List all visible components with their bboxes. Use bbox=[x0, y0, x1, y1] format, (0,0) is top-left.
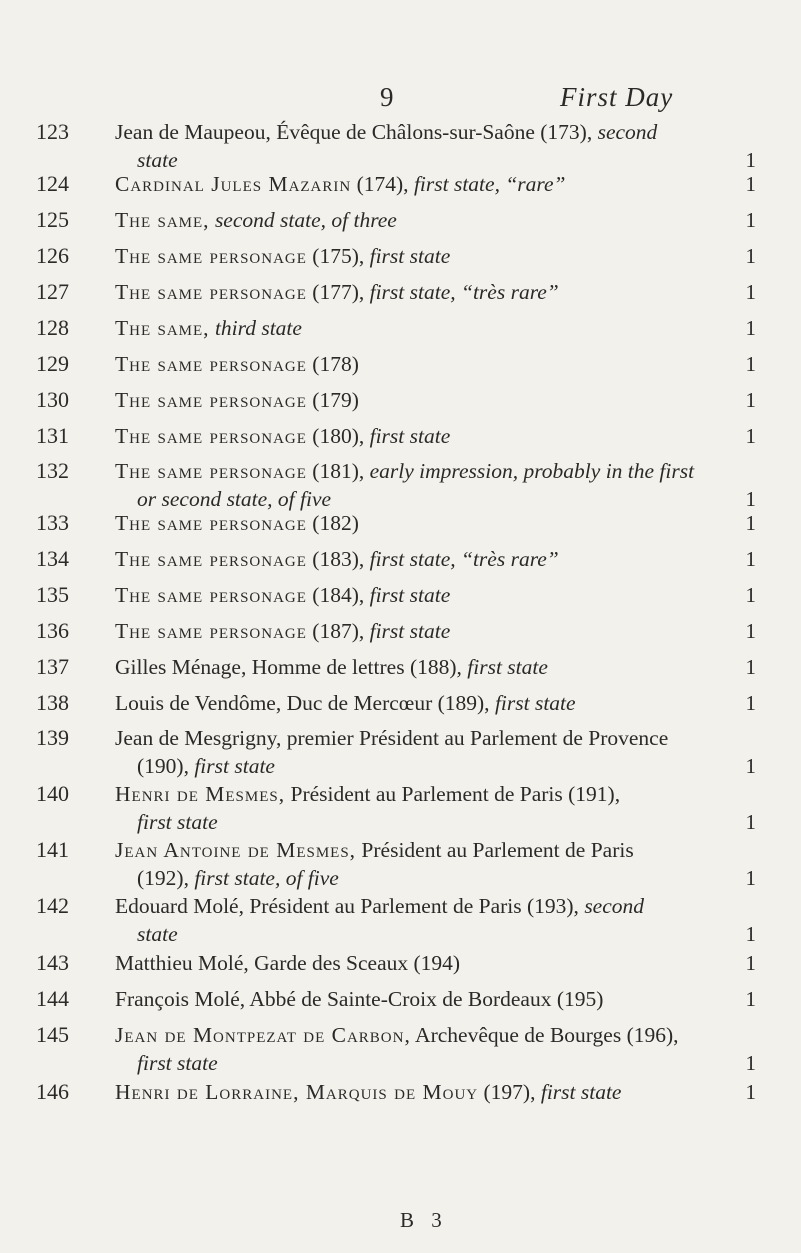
lot-quantity: 1 bbox=[745, 987, 756, 1011]
lot-description bbox=[115, 1078, 770, 1106]
sitter-name: The same personage bbox=[115, 619, 307, 643]
state-note: first state bbox=[364, 424, 451, 448]
lot-number: 145 bbox=[36, 1022, 69, 1047]
lot-number: 125 bbox=[36, 207, 69, 232]
lot-description bbox=[115, 422, 770, 450]
lot-quantity: 1 bbox=[745, 951, 756, 975]
state-note: second bbox=[578, 894, 645, 918]
lot-text: (180), bbox=[306, 424, 365, 448]
lot-description bbox=[115, 545, 770, 573]
state-note: early impression, probably in the first bbox=[364, 459, 695, 483]
lot-number: 127 bbox=[36, 279, 69, 304]
lot-text: Jean de Mesgrigny, premier Président au Parlement de Provence bbox=[115, 726, 669, 750]
lot-text: (182) bbox=[306, 511, 359, 535]
lot-description bbox=[115, 509, 770, 537]
lot-description bbox=[115, 892, 770, 948]
lot-description bbox=[115, 314, 770, 342]
lot-number: 129 bbox=[36, 351, 69, 376]
lot-number: 135 bbox=[36, 582, 69, 607]
lot-description bbox=[115, 457, 770, 513]
lot-number: 128 bbox=[36, 315, 69, 340]
lot-text: (181), bbox=[306, 459, 365, 483]
lot-number: 143 bbox=[36, 950, 69, 975]
lot-quantity: 1 bbox=[745, 424, 756, 448]
state-note: first state bbox=[364, 619, 451, 643]
lot-description bbox=[115, 949, 770, 977]
lot-number: 139 bbox=[36, 725, 69, 750]
lot-number: 124 bbox=[36, 171, 69, 196]
sitter-name: The same personage bbox=[115, 459, 307, 483]
state-note: first state bbox=[364, 583, 451, 607]
lot-text: (177), bbox=[306, 280, 365, 304]
lot-quantity: 1 bbox=[745, 754, 756, 778]
state-note: state bbox=[137, 148, 178, 172]
lot-quantity: 1 bbox=[745, 280, 756, 304]
lot-text: (187), bbox=[306, 619, 365, 643]
lot-quantity: 1 bbox=[745, 619, 756, 643]
lot-number: 138 bbox=[36, 690, 69, 715]
page-number: 9 bbox=[380, 82, 394, 112]
lot-quantity: 1 bbox=[745, 655, 756, 679]
state-note: first state, of five bbox=[188, 866, 339, 890]
lot-number: 140 bbox=[36, 781, 69, 806]
lot-quantity: 1 bbox=[745, 922, 756, 946]
sitter-name: The same personage bbox=[115, 583, 307, 607]
lot-description bbox=[115, 386, 770, 414]
sitter-name: The same, bbox=[115, 208, 210, 232]
lot-number: 133 bbox=[36, 510, 69, 535]
lot-description bbox=[115, 118, 770, 174]
signature-mark: B 3 bbox=[400, 1208, 448, 1232]
lot-quantity: 1 bbox=[745, 511, 756, 535]
lot-text: Jean de Maupeou, Évêque de Châlons-sur-Saône (173), bbox=[115, 120, 593, 144]
state-note: state bbox=[137, 922, 178, 946]
sitter-name: The same personage bbox=[115, 280, 307, 304]
lot-description bbox=[115, 653, 770, 681]
lot-number: 142 bbox=[36, 893, 69, 918]
sitter-name: The same personage bbox=[115, 511, 307, 535]
sitter-name: Jean Antoine de Mesmes, bbox=[115, 838, 357, 862]
lot-number: 137 bbox=[36, 654, 69, 679]
lot-quantity: 1 bbox=[745, 810, 756, 834]
lot-description bbox=[115, 1021, 770, 1077]
lot-quantity: 1 bbox=[745, 388, 756, 412]
state-note: first state bbox=[461, 655, 548, 679]
lot-quantity: 1 bbox=[745, 547, 756, 571]
lot-text: Louis de Vendôme, Duc de Mercœur (189), bbox=[115, 691, 490, 715]
lot-number: 141 bbox=[36, 837, 69, 862]
lot-text-continued: (192), bbox=[137, 866, 189, 890]
lot-quantity: 1 bbox=[745, 208, 756, 232]
lot-number: 123 bbox=[36, 119, 69, 144]
lot-number: 144 bbox=[36, 986, 69, 1011]
lot-quantity: 1 bbox=[745, 1080, 756, 1104]
sitter-name: The same personage bbox=[115, 424, 307, 448]
lot-text: (178) bbox=[306, 352, 359, 376]
lot-description bbox=[115, 350, 770, 378]
lot-number: 136 bbox=[36, 618, 69, 643]
sitter-name: Cardinal Jules Mazarin bbox=[115, 172, 352, 196]
lot-text: (197), bbox=[478, 1080, 536, 1104]
lot-description bbox=[115, 242, 770, 270]
sitter-name: The same personage bbox=[115, 352, 307, 376]
lot-text: François Molé, Abbé de Sainte-Croix de Bordeaux (195) bbox=[115, 987, 604, 1011]
lot-quantity: 1 bbox=[745, 172, 756, 196]
lot-number: 146 bbox=[36, 1079, 69, 1104]
lot-description bbox=[115, 278, 770, 306]
lot-text: Président au Parlement de Paris bbox=[356, 838, 634, 862]
state-note: first state, “très rare” bbox=[364, 280, 559, 304]
lot-description bbox=[115, 581, 770, 609]
lot-description bbox=[115, 170, 770, 198]
sitter-name: The same, bbox=[115, 316, 210, 340]
lot-description bbox=[115, 206, 770, 234]
lot-text: (175), bbox=[306, 244, 365, 268]
state-note: second state, of three bbox=[209, 208, 397, 232]
lot-text: (179) bbox=[306, 388, 359, 412]
sitter-name: Jean de Montpezat de Carbon, bbox=[115, 1023, 411, 1047]
sitter-name: Henri de Lorraine, Marquis de Mouy bbox=[115, 1080, 479, 1104]
lot-quantity: 1 bbox=[745, 487, 756, 511]
state-note: first state bbox=[137, 1051, 218, 1075]
lot-quantity: 1 bbox=[745, 691, 756, 715]
lot-description bbox=[115, 724, 770, 780]
sitter-name: Henri de Mesmes, bbox=[115, 782, 286, 806]
lot-description bbox=[115, 780, 770, 836]
state-note: or second state, of five bbox=[137, 487, 332, 511]
lot-text: Edouard Molé, Président au Parlement de Paris (193), bbox=[115, 894, 579, 918]
day-heading: First Day bbox=[560, 82, 674, 112]
lot-number: 130 bbox=[36, 387, 69, 412]
state-note: first state bbox=[489, 691, 576, 715]
lot-description bbox=[115, 836, 770, 892]
lot-text: Matthieu Molé, Garde des Sceaux (194) bbox=[115, 951, 461, 975]
sitter-name: The same personage bbox=[115, 547, 307, 571]
lot-quantity: 1 bbox=[745, 1051, 756, 1075]
lot-description bbox=[115, 689, 770, 717]
lot-quantity: 1 bbox=[745, 583, 756, 607]
lot-description bbox=[115, 617, 770, 645]
state-note: third state bbox=[209, 316, 302, 340]
state-note: first state bbox=[364, 244, 451, 268]
state-note: first state bbox=[188, 754, 275, 778]
lot-text: (184), bbox=[306, 583, 365, 607]
state-note: first state, “très rare” bbox=[364, 547, 559, 571]
lot-text: Archevêque de Bourges (196), bbox=[410, 1023, 679, 1047]
lot-text-continued: (190), bbox=[137, 754, 189, 778]
lot-number: 131 bbox=[36, 423, 69, 448]
lot-text: Président au Parlement de Paris (191), bbox=[285, 782, 621, 806]
sitter-name: The same personage bbox=[115, 244, 307, 268]
lot-quantity: 1 bbox=[745, 244, 756, 268]
lot-quantity: 1 bbox=[745, 866, 756, 890]
sitter-name: The same personage bbox=[115, 388, 307, 412]
state-note: first state, “rare” bbox=[408, 172, 566, 196]
lot-text: (183), bbox=[306, 547, 365, 571]
lot-description bbox=[115, 985, 770, 1013]
lot-text: (174), bbox=[351, 172, 409, 196]
lot-quantity: 1 bbox=[745, 316, 756, 340]
running-head bbox=[0, 82, 801, 122]
lot-quantity: 1 bbox=[745, 352, 756, 376]
lot-quantity: 1 bbox=[745, 148, 756, 172]
lot-text: Gilles Ménage, Homme de lettres (188), bbox=[115, 655, 462, 679]
state-note: first state bbox=[535, 1080, 622, 1104]
lot-number: 126 bbox=[36, 243, 69, 268]
state-note: first state bbox=[137, 810, 218, 834]
state-note: second bbox=[592, 120, 658, 144]
lot-number: 132 bbox=[36, 458, 69, 483]
lot-number: 134 bbox=[36, 546, 69, 571]
